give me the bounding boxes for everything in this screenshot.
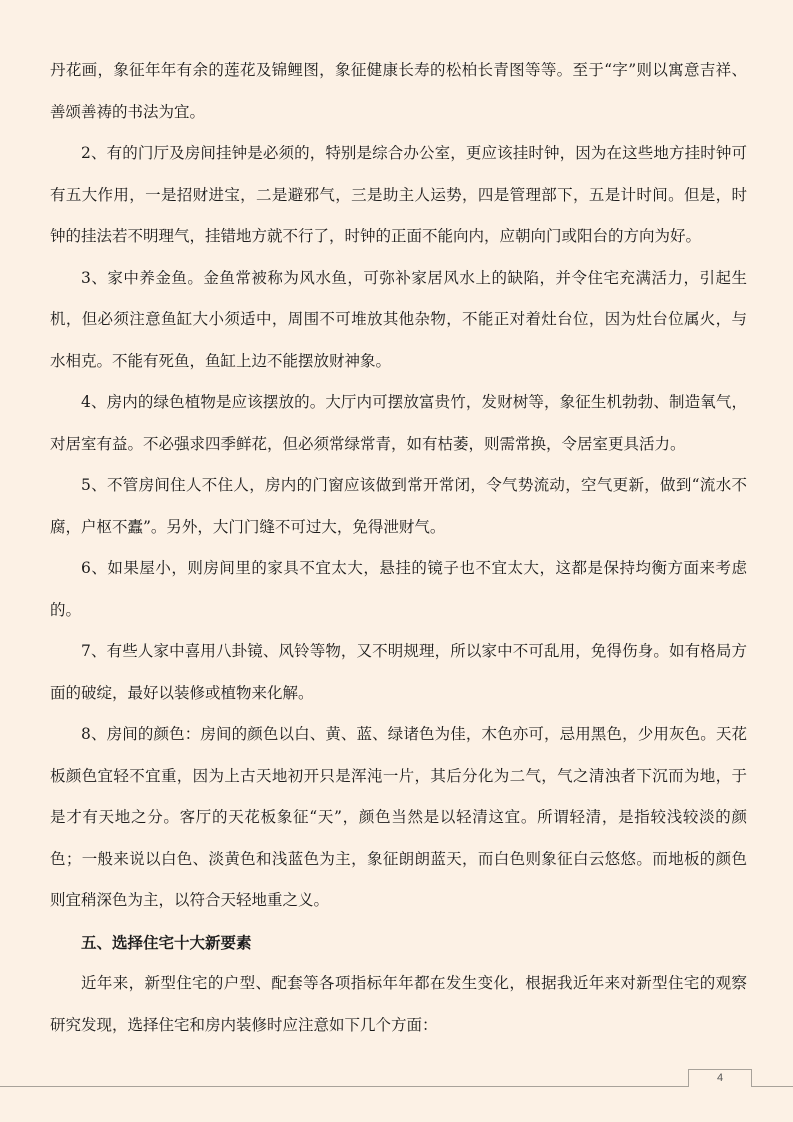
paragraph-item-4-plants: 4、房内的绿色植物是应该摆放的。大厅内可摆放富贵竹，发财树等，象征生机勃勃、制造氧气，对居室有益。不必强求四季鲜花，但必须常绿常青，如有枯萎，则需常换，令居室更具活力。 [50,393,747,453]
document-body [50,50,747,1046]
paragraph-item-3-goldfish: 3、家中养金鱼。金鱼常被称为风水鱼，可弥补家居风水上的缺陷，并令住宅充满活力，引起生机，但必须注意鱼缸大小须适中，周围不可堆放其他杂物，不能正对着灶台位，因为灶台位属火，与水相克。不能有死鱼，鱼缸上边不能摆放财神象。 [50,268,747,370]
paragraph-item-2-clock: 2、有的门厅及房间挂钟是必须的，特别是综合办公室，更应该挂时钟，因为在这些地方挂时钟可有五大作用，一是招财进宝，二是避邪气，三是助主人运势，四是管理部下，五是计时间。但是，时钟的挂法若不明理气，挂错地方就不行了，时钟的正面不能向内，应朝向门或阳台的方向为好。 [50,144,747,245]
section-heading: 五、选择住宅十大新要素 [81,932,252,952]
paragraph-item-8-colors: 8、房间的颜色：房间的颜色以白、黄、蓝、绿诸色为佳，木色亦可，忌用黑色，少用灰色。天花板颜色宜轻不宜重，因为上古天地初开只是浑沌一片，其后分化为二气，气之清浊者下沉而为地，于是才有天地之分。客厅的天花板象征“天”，颜色当然是以轻清这宜。所谓轻清，是指较浅较淡的颜色；一般来说以白色、淡黄色和浅蓝色为主，象征朗朗蓝天，而白色则象征白云悠悠。而地板的颜色则宜稍深色为主，以符合天轻地重之义。 [50,725,747,909]
footer-divider [0,1086,793,1087]
paragraph-calligraphy: 丹花画，象征年年有余的莲花及锦鲤图，象征健康长寿的松柏长青图等等。至于“字”则以寓意吉祥、善颂善祷的书法为宜。 [50,61,747,121]
paragraph-item-6-furniture: 6、如果屋小，则房间里的家具不宜太大，悬挂的镜子也不宜太大，这都是保持均衡方面来考虑的。 [50,559,747,619]
paragraph-item-5-windows: 5、不管房间住人不住人，房内的门窗应该做到常开常闭，令气势流动，空气更新，做到“流水不腐，户枢不蠹”。另外，大门门缝不可过大，免得泄财气。 [50,476,747,536]
paragraph-item-7-bagua: 7、有些人家中喜用八卦镜、风铃等物，又不明规理，所以家中不可乱用，免得伤身。如有格局方面的破绽，最好以装修或植物来化解。 [50,642,747,702]
page-number: 4 [688,1069,752,1087]
paragraph-closing: 近年来，新型住宅的户型、配套等各项指标年年都在发生变化，根据我近年来对新型住宅的观察研究发现，选择住宅和房内装修时应注意如下几个方面： [50,974,747,1034]
